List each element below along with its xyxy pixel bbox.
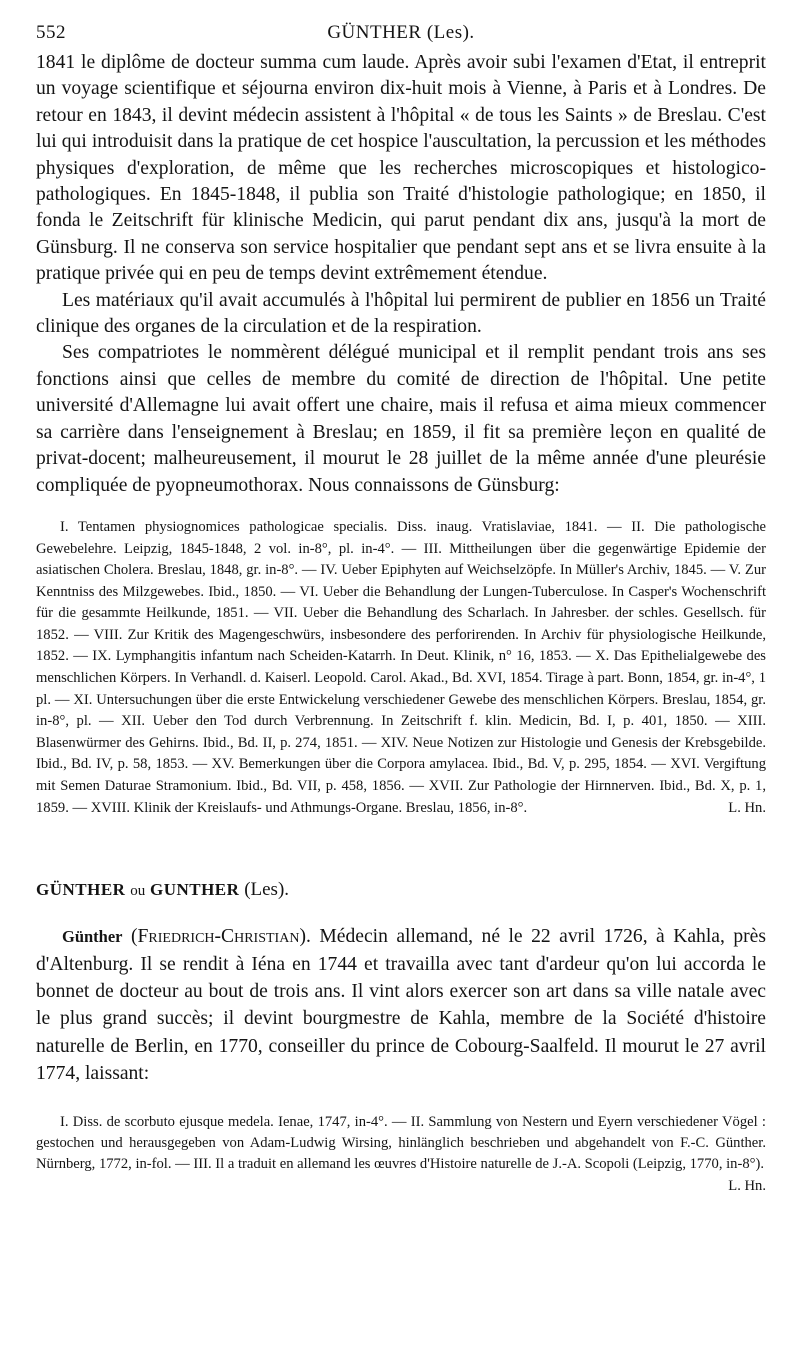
guenther-biography	[36, 923, 766, 1087]
section-suffix: (Les).	[244, 879, 290, 901]
bio-paragraph-1: 1841 le diplôme de docteur summa cum laude. Après avoir subi l'examen d'Etat, il entreprit un voyage scientifique et séjourna environ dix-huit mois à Vienne, à Paris et à Londres. De retour en 1843, il devint médecin assistent à l'hôpital « de tous les Saints » de Breslau. C'est lui qui introduisit dans la pratique de cet hospice l'auscultation, la percussion et les méthodes physiques d'exploration, de même que les recherches microscopiques et histologico-pathologiques. En 1845-1848, il publia son Traité d'histologie pathologique; en 1850, il fonda le Zeitschrift für klinische Medicin, qui parut pendant dix ans, jusqu'à la mort de Günsburg. Il ne conserva son service hospitalier que pendant sept ans et se livra ensuite à la pratique privée qui en peu de temps devint extrêmement étendue.	[36, 52, 766, 285]
page-number: 552	[36, 22, 66, 43]
entry-text: Médecin allemand, né le 22 avril 1726, à Kahla, près d'Altenburg. Il se rendit à Iéna en 1744 et travailla avec tant d'ardeur qu'on lui accorda le bonnet de docteur au bout de trois ans. Il vint alors exercer son art dans sa ville natale avec le plus grand succès; il devint bourgmestre de Kahla, membre de la Société d'histoire naturelle de Berlin, en 1770, conseiller du prince de Cobourg-Saalfeld. Il mourut le 27 avril 1774, laissant:	[36, 926, 766, 1085]
bio-paragraph-2: Les matériaux qu'il avait accumulés à l'hôpital lui permirent de publier en 1856 un Traité clinique des organes de la circulation et de la respiration.	[36, 289, 766, 338]
entry-paragraph	[36, 923, 766, 1087]
page-header	[36, 20, 766, 50]
section-name-1: GÜNTHER	[36, 880, 126, 900]
bibliography-text	[36, 517, 766, 819]
bibliography-text-2	[36, 1112, 766, 1194]
bibliography-entries: I. Tentamen physiognomices pathologicae specialis. Diss. inaug. Vratislaviae, 1841. — II. Die pathologische Gewebelehre. Leipzig, 1845-1848, 2 vol. in-8°, pl. in-4°. — III. Mittheilungen über die gegenwärtige Epidemie der asiatischen Cholera. Breslau, 1848, gr. in-8°. — IV. Ueber Epiphyten auf Weichselzöpfe. In Müller's Archiv, 1845. — V. Zur Kenntniss des Milzgewebes. Ibid., 1850. — VI. Ueber die Behandlung der Lungen-Tuberculose. In Casper's Wochenschrift für die gesammte Heilkunde, 1851. — VII. Ueber die Behandlung des Scharlach. In Jahresber. der schles. Gesellsch. für 1852. — VIII. Zur Kritik des Magengeschwürs, insbesondere des perforirenden. In Archiv für physiologische Heilkunde, 1852. — IX. Lymphangitis infantum nach Scheiden-Katarrh. In Deut. Klinik, n° 16, 1853. — X. Das Epithelialgewebe des menschlichen Körpers. In Verhandl. d. Kaiserl. Leopold. Carol. Akad., Bd. XVI, 1854. Tirage à part. Bonn, 1854, gr. in-4°, 1 pl. — XI. Untersuchungen über die erste Entwickelung verschiedener Gewebe des menschlichen Körpers. Breslau, 1854, gr. in-8°, pl. — XII. Ueber den Tod durch Verbrennung. In Zeitschrift f. klin. Medicin, Bd. I, p. 401, 1850. — XIII. Blasenwürmer des Gehirns. Ibid., Bd. II, p. 274, 1851. — XIV. Neue Notizen zur Histologie und Genesis der Krebsgebilde. Ibid., Bd. IV, p. 58, 1853. — XV. Bemerkungen über die Corpora amylacea. Ibid., Bd. V, p. 295, 1854. — XVI. Vergiftung mit Semen Daturae Stramonium. Ibid., Bd. VII, p. 458, 1856. — XVII. Zur Pathologie der Hirnnerven. Ibid., Bd. X, p. 1, 1859. — XVIII. Klinik der Kreislaufs- und Athmungs-Organe. Breslau, 1856, in-8°.	[36, 518, 766, 816]
section-name-2: GUNTHER	[149, 880, 240, 900]
guenther-bibliography	[36, 1112, 766, 1194]
bibliography-entries-2: I. Diss. de scorbuto ejusque medela. Ienae, 1747, in-4°. — II. Sammlung von Nestern und Eyern verschiedener Vögel : gestochen und herausgegeben von Adam-Ludwig Wirsing, hinlänglich beschrieben und abgehandelt von F.-C. Günther. Nürnberg, 1772, in-fol. — III. Il a traduit en allemand les œuvres d'Histoire naturelle de J.-A. Scopoli (Leipzig, 1770, in-8°).	[36, 1113, 766, 1173]
author-signature-2: L. Hn.	[728, 1177, 766, 1194]
section-conjunction: ou	[130, 883, 146, 900]
page	[36, 20, 766, 1197]
bio-paragraph-3: Ses compatriotes le nommèrent délégué municipal et il remplit pendant trois ans ses fonctions ainsi que celles de membre du comité de direction de l'hôpital. Une petite université d'Allemagne lui avait offert une chaire, mais il refusa et aima mieux commencer sa carrière dans l'enseignement à Breslau; en 1859, il fit sa première leçon en qualité de privat-docent; malheureusement, il mourut le 28 juillet de la même année d'une pleurésie compliquée de pyopneumothorax. Nous connaissons de Günsburg:	[36, 342, 766, 496]
author-signature: L. Hn.	[728, 799, 766, 816]
section-heading	[36, 879, 766, 901]
entry-given-names: (Friedrich-Christian).	[130, 926, 311, 948]
guensburg-bibliography	[36, 517, 766, 819]
running-title: GÜNTHER (Les).	[327, 22, 475, 43]
guensburg-biography	[36, 50, 766, 499]
entry-name: Günther	[62, 927, 123, 947]
